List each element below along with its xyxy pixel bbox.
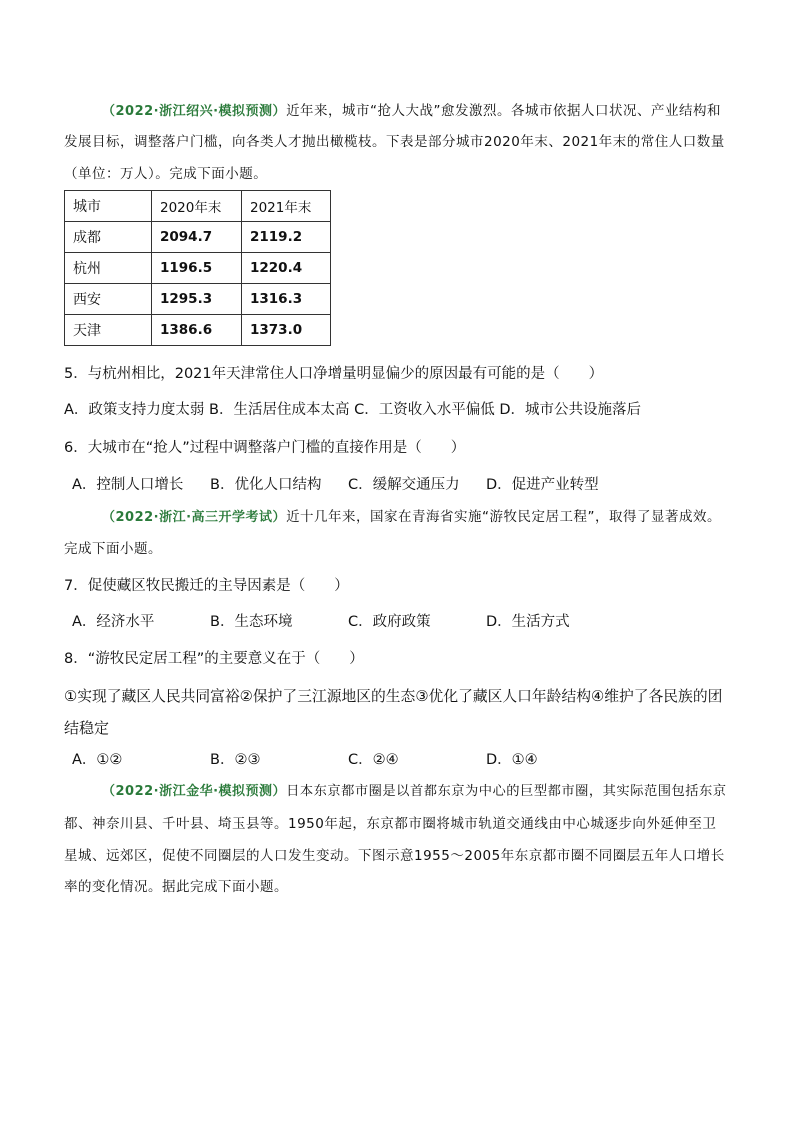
block3-intro-line4: 率的变化情况。据此完成下面小题。	[64, 879, 288, 895]
question-8-option-a: A．①②	[72, 752, 123, 768]
table-cell: 1316.3	[242, 284, 331, 315]
question-8-statement-line1: ①实现了藏区人民共同富裕②保护了三江源地区的生态③优化了藏区人口年龄结构④维护了各民族的团	[64, 688, 723, 705]
table-cell: 成都	[65, 222, 152, 253]
question-7-option-d: D．生活方式	[486, 614, 570, 630]
question-6-stem: 6．大城市在“抢人”过程中调整落户门槛的直接作用是（ ）	[64, 440, 466, 456]
table-row	[65, 284, 331, 315]
table-header-cell: 2021年末	[242, 191, 331, 222]
table-header-cell: 2020年末	[152, 191, 242, 222]
block3-intro-line1: （2022·浙江金华·模拟预测）日本东京都市圈是以首都东京为中心的巨型都市圈，其实际范围包括东京	[102, 784, 727, 799]
table-cell: 1386.6	[152, 315, 242, 346]
question-7-stem: 7．促使藏区牧民搬迁的主导因素是（ ）	[64, 578, 349, 594]
block3-intro-line3: 星城、远郊区，促使不同圈层的人口发生变动。下图示意1955～2005年东京都市圈不同圈层五年人口增长	[64, 848, 725, 864]
table-cell: 2094.7	[152, 222, 242, 253]
table-cell: 1295.3	[152, 284, 242, 315]
question-8-stem: 8．“游牧民定居工程”的主要意义在于（ ）	[64, 651, 364, 667]
table-header-row	[65, 191, 331, 222]
table-row	[65, 315, 331, 346]
block2-source: （2022·浙江·高三开学考试）	[102, 510, 287, 525]
table-cell: 1196.5	[152, 253, 242, 284]
question-6-option-b: B．优化人口结构	[210, 477, 322, 493]
population-table	[64, 190, 331, 346]
question-7-option-a: A．经济水平	[72, 614, 155, 630]
question-6-option-a: A．控制人口增长	[72, 477, 184, 493]
table-cell: 1373.0	[242, 315, 331, 346]
question-8-option-b: B．②③	[210, 752, 261, 768]
question-5-stem: 5．与杭州相比，2021年天津常住人口净增量明显偏少的原因最有可能的是（ ）	[64, 366, 604, 382]
question-7-option-c: C．政府政策	[348, 614, 431, 630]
table-cell: 2119.2	[242, 222, 331, 253]
block1-intro-line2: 发展目标，调整落户门槛，向各类人才抛出橄榄枝。下表是部分城市2020年末、2021年末的常住人口数量	[64, 134, 725, 150]
question-8-option-d: D．①④	[486, 752, 538, 768]
block1-intro-line1: （2022·浙江绍兴·模拟预测）近年来，城市“抢人大战”愈发激烈。各城市依据人口状况、产业结构和	[102, 103, 722, 119]
question-5-options: A．政策支持力度太弱 B．生活居住成本太高 C．工资收入水平偏低 D．城市公共设施落后	[64, 402, 641, 418]
block3-source: （2022·浙江金华·模拟预测）	[102, 784, 287, 799]
block3-intro-line2: 都、神奈川县、千叶县、埼玉县等。1950年起，东京都市圈将城市轨道交通线由中心城逐步向外延伸至卫	[64, 816, 717, 832]
question-6-option-c: C．缓解交通压力	[348, 477, 460, 493]
block2-intro-line2: 完成下面小题。	[64, 541, 162, 557]
table-row	[65, 222, 331, 253]
block2-intro-line1: （2022·浙江·高三开学考试）近十几年来，国家在青海省实施“游牧民定居工程”，取得了显著成效。	[102, 509, 722, 525]
block1-source: （2022·浙江绍兴·模拟预测）	[102, 104, 287, 119]
question-8-statement-line2: 结稳定	[64, 719, 110, 737]
block1-intro-line3: （单位：万人）。完成下面小题。	[64, 166, 268, 182]
table-cell: 1220.4	[242, 253, 331, 284]
table-header-cell: 城市	[65, 191, 152, 222]
table-cell: 西安	[65, 284, 152, 315]
table-row	[65, 253, 331, 284]
question-6-option-d: D．促进产业转型	[486, 477, 599, 493]
table-cell: 杭州	[65, 253, 152, 284]
question-8-option-c: C．②④	[348, 752, 399, 768]
table-cell: 天津	[65, 315, 152, 346]
question-7-option-b: B．生态环境	[210, 614, 293, 630]
